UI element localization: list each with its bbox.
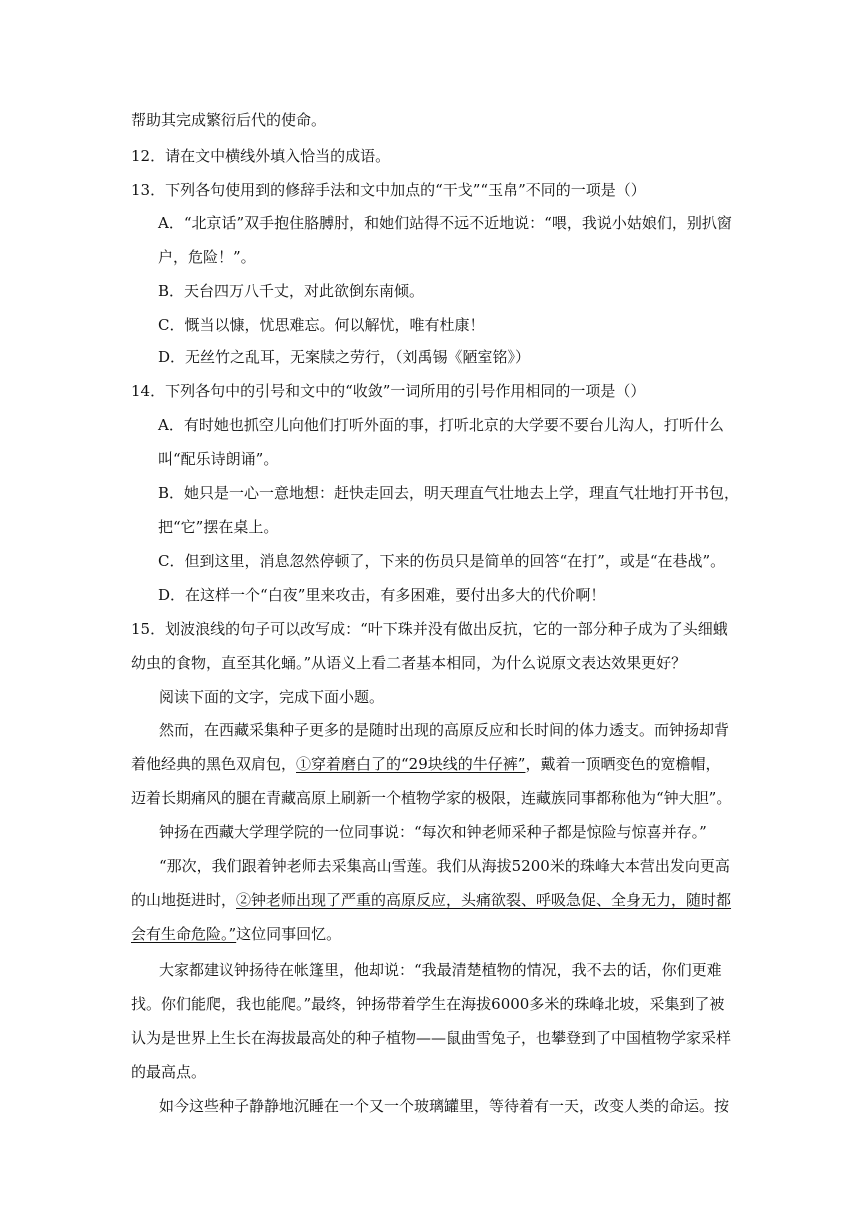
q14-option-b-cont: 把“它”摆在桌上。 [158, 518, 279, 536]
passage-text: 着他经典的黑色双肩包， [131, 755, 297, 773]
reading-instruction: 阅读下面的文字，完成下面小题。 [159, 688, 385, 706]
question-12: 12．请在文中横线外填入恰当的成语。 [131, 147, 391, 165]
q14-option-b: B．她只是一心一意地想：赶快走回去，明天理直气壮地去上学，理直气壮地打开书包， [158, 484, 740, 502]
q14-option-d: D．在这样一个“白夜”里来攻击，有多困难，要付出多大的代价啊！ [158, 586, 606, 604]
passage-line: “那次，我们跟着钟老师去采集高山雪莲。我们从海拔5200米的珠峰大本营出发向更高 [159, 857, 730, 875]
paragraph-line: 帮助其完成繁衍后代的使命。 [131, 111, 327, 129]
passage-line: 如今这些种子静静地沉睡在一个又一个玻璃罐里，等待着有一天，改变人类的命运。按 [159, 1097, 730, 1115]
passage-line [131, 754, 860, 774]
question-15-cont: 幼虫的食物，直至其化蛹。”从语义上看二者基本相同，为什么说原文表达效果更好？ [131, 654, 687, 672]
passage-line: 找。你们能爬，我也能爬。”最终，钟扬带着学生在海拔6000多米的珠峰北坡，采集到了被 [131, 995, 725, 1013]
q14-option-a: A．有时她也抓空儿向他们打听外面的事，打听北京的大学要不要台儿沟人，打听什么 [158, 416, 724, 434]
q14-option-c: C．但到这里，消息忽然停顿了，下来的伤员只是简单的回答“在打”，或是“在巷战”。 [158, 552, 726, 570]
question-13: 13．下列各句使用到的修辞手法和文中加点的“干戈”“玉帛”不同的一项是（） [131, 181, 646, 199]
underlined-sentence-2-cont: 会有生命危险。” [131, 925, 237, 943]
passage-line [131, 890, 860, 910]
passage-line: 的最高点。 [131, 1063, 207, 1081]
question-15: 15．划波浪线的句子可以改写成：“叶下珠并没有做出反抗，它的一部分种子成为了头细蛾 [131, 620, 728, 638]
passage-line: 然而，在西藏采集种子更多的是随时出现的高原反应和长时间的体力透支。而钟扬却背 [159, 721, 730, 739]
q13-option-d: D．无丝竹之乱耳，无案牍之劳行，（刘禹锡《陋室铭》） [158, 348, 531, 366]
passage-text: 这位同事回忆。 [236, 925, 342, 943]
passage-line: 大家都建议钟扬待在帐篷里，他却说：“我最清楚植物的情况，我不去的话，你们更难 [159, 961, 722, 979]
q13-option-a-cont: 户，危险！”。 [158, 248, 256, 266]
passage-line: 钟扬在西藏大学理学院的一位同事说：“每次和钟老师采种子都是惊险与惊喜并存。” [159, 823, 707, 841]
q13-option-b: B．天台四万八千丈，对此欲倒东南倾。 [158, 282, 425, 300]
passage-text: 的山地挺进时， [131, 891, 237, 909]
passage-text: ，戴着一顶晒变色的宽檐帽， [525, 755, 721, 773]
q13-option-a: A．“北京话”双手抱住胳膊肘，和她们站得不远不近地说：“喂，我说小姑娘们，别扒窗 [158, 214, 732, 232]
underlined-sentence-1: ①穿着磨白了的“29块线的牛仔裤” [296, 755, 526, 773]
question-14: 14．下列各句中的引号和文中的“收敛”一词所用的引号作用相同的一项是（） [131, 382, 646, 400]
passage-line [131, 924, 860, 944]
passage-line: 认为是世界上生长在海拔最高处的种子植物——鼠曲雪兔子，也攀登到了中国植物学家采样 [131, 1029, 732, 1047]
q13-option-c: C．慨当以慷，忧思难忘。何以解忧，唯有杜康！ [158, 316, 485, 334]
q14-option-a-cont: 叫“配乐诗朗诵”。 [158, 450, 279, 468]
passage-line: 迈着长期痛风的腿在青藏高原上刷新一个植物学家的极限，连藏族同事都称他为“钟大胆”。 [131, 789, 732, 807]
underlined-sentence-2: ②钟老师出现了严重的高原反应，头痛欲裂、呼吸急促、全身无力，随时都 [236, 891, 732, 909]
